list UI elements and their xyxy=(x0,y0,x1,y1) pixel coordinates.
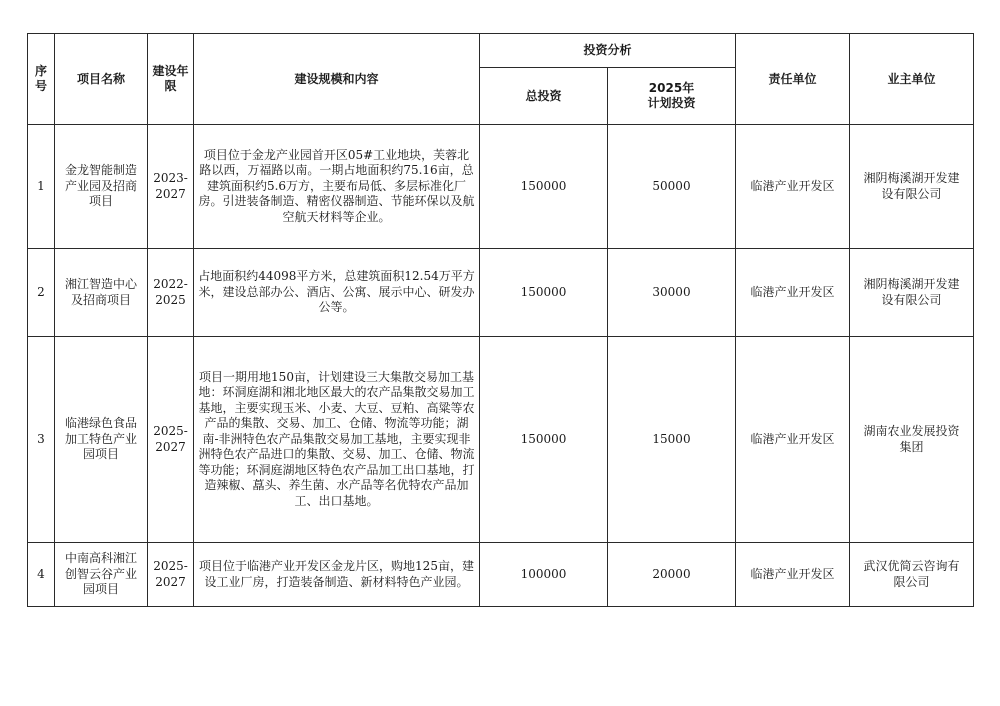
cell-seq: 2 xyxy=(28,249,55,337)
table-row xyxy=(28,543,974,607)
cell-scale-content: 项目位于临港产业开发区金龙片区，购地125亩，建设工业厂房，打造装备制造、新材料特色产业园。 xyxy=(194,543,480,607)
cell-seq: 4 xyxy=(28,543,55,607)
header-owner-unit: 业主单位 xyxy=(850,34,974,125)
cell-period: 2025- 2027 xyxy=(148,543,194,607)
cell-period: 2022- 2025 xyxy=(148,249,194,337)
cell-seq: 3 xyxy=(28,337,55,543)
table-row xyxy=(28,249,974,337)
cell-total-investment: 150000 xyxy=(480,249,608,337)
cell-project-name: 临港绿色食品 加工特色产业 园项目 xyxy=(55,337,148,543)
header-project-name: 项目名称 xyxy=(55,34,148,125)
cell-owner-unit: 湘阴梅溪湖开发建 设有限公司 xyxy=(850,125,974,249)
table-row xyxy=(28,337,974,543)
header-investment-analysis: 投资分析 xyxy=(480,34,736,68)
cell-total-investment: 150000 xyxy=(480,337,608,543)
cell-responsible-unit: 临港产业开发区 xyxy=(736,249,850,337)
cell-2025-investment: 50000 xyxy=(608,125,736,249)
cell-total-investment: 100000 xyxy=(480,543,608,607)
cell-responsible-unit: 临港产业开发区 xyxy=(736,125,850,249)
table-row xyxy=(28,125,974,249)
cell-scale-content: 项目位于金龙产业园首开区05#工业地块，芙蓉北路以西，万福路以南。一期占地面积约75.16亩，总建筑面积约5.6万方，主要布局低、多层标准化厂房。引进装备制造、精密仪器制造、节能环保以及航空航天材料等企业。 xyxy=(194,125,480,249)
cell-period: 2025- 2027 xyxy=(148,337,194,543)
cell-owner-unit: 湖南农业发展投资 集团 xyxy=(850,337,974,543)
cell-2025-investment: 30000 xyxy=(608,249,736,337)
cell-total-investment: 150000 xyxy=(480,125,608,249)
cell-owner-unit: 武汉优简云咨询有 限公司 xyxy=(850,543,974,607)
header-seq: 序 号 xyxy=(28,34,55,125)
cell-2025-investment: 15000 xyxy=(608,337,736,543)
cell-responsible-unit: 临港产业开发区 xyxy=(736,337,850,543)
project-table xyxy=(27,33,974,607)
cell-project-name: 金龙智能制造 产业园及招商 项目 xyxy=(55,125,148,249)
cell-scale-content: 项目一期用地150亩，计划建设三大集散交易加工基地：环洞庭湖和湘北地区最大的农产品集散交易加工基地，主要实现玉米、小麦、大豆、豆粕、高粱等农产品的集散、交易、加工、仓储、物流等功能；湖南-非洲特色农产品集散交易加工基地，主要实现非洲特色农产品进口的集散、交易、加工、仓储、物流等功能；环洞庭湖地区特色农产品加工出口基地，打造辣椒、藠头、养生菌、水产品等名优特农产品加工、出口基地。 xyxy=(194,337,480,543)
cell-period: 2023- 2027 xyxy=(148,125,194,249)
cell-seq: 1 xyxy=(28,125,55,249)
header-2025-planned-investment: 2025年 计划投资 xyxy=(608,68,736,125)
cell-2025-investment: 20000 xyxy=(608,543,736,607)
header-scale-content: 建设规模和内容 xyxy=(194,34,480,125)
header-total-investment: 总投资 xyxy=(480,68,608,125)
header-row-1 xyxy=(28,34,974,68)
cell-project-name: 湘江智造中心 及招商项目 xyxy=(55,249,148,337)
cell-scale-content: 占地面积约44098平方米，总建筑面积12.54万平方米，建设总部办公、酒店、公寓、展示中心、研发办公等。 xyxy=(194,249,480,337)
cell-owner-unit: 湘阴梅溪湖开发建 设有限公司 xyxy=(850,249,974,337)
cell-responsible-unit: 临港产业开发区 xyxy=(736,543,850,607)
header-construction-period: 建设年 限 xyxy=(148,34,194,125)
header-responsible-unit: 责任单位 xyxy=(736,34,850,125)
cell-project-name: 中南高科湘江 创智云谷产业 园项目 xyxy=(55,543,148,607)
